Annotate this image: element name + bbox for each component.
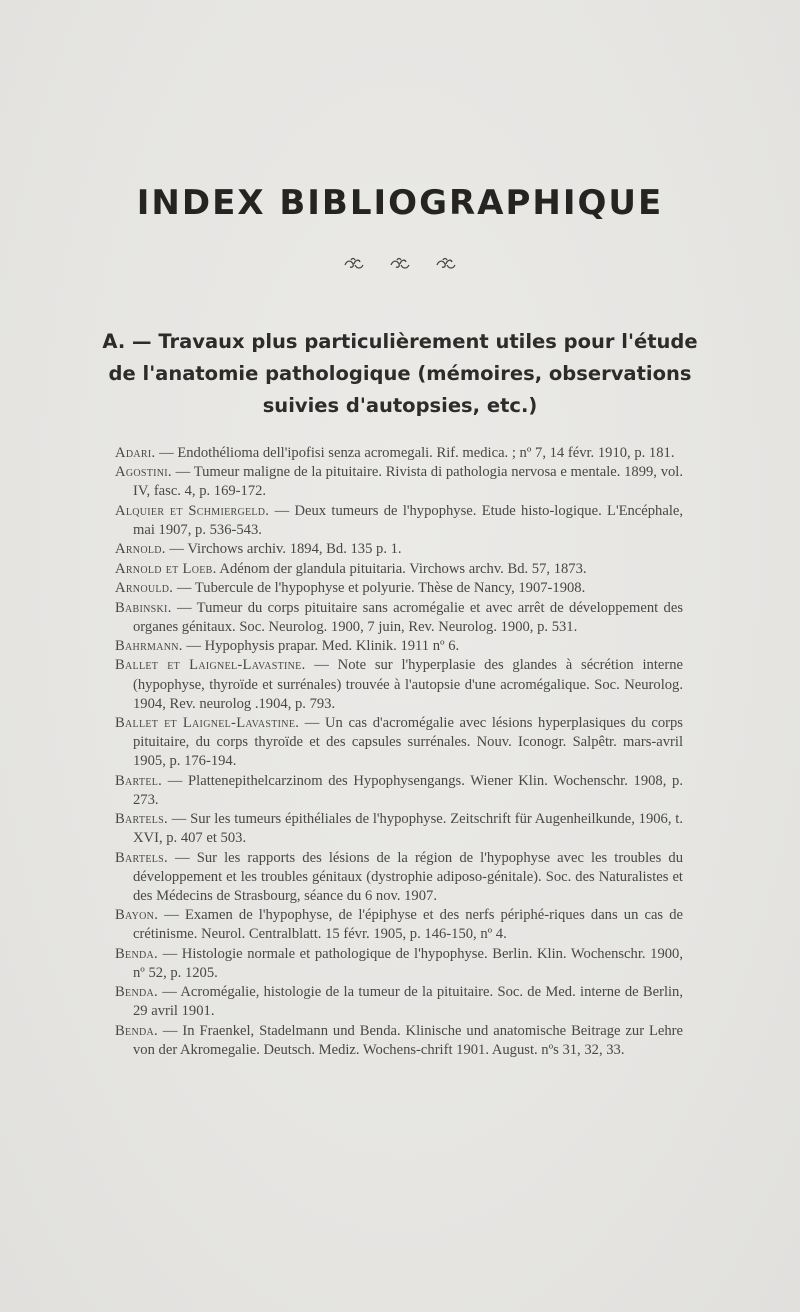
entry-text: — Plattenepithelcarzinom des Hypophysengangs. Wiener Klin. Wochenschr. 1908, p. 273.	[133, 772, 683, 808]
entry-author: Alquier et Schmiergeld.	[115, 502, 270, 519]
bibliography-entry	[115, 945, 683, 983]
entry-text: — Hypophysis prapar. Med. Klinik. 1911 nº 6.	[182, 638, 460, 655]
entry-text: — Deux tumeurs de l'hypophyse. Etude histo-logique. L'Encéphale, mai 1907, p. 536-543.	[133, 502, 683, 538]
entry-text: — Acromégalie, histologie de la tumeur de la pituitaire. Soc. de Med. interne de Berlin, 29 avril 1901.	[133, 984, 683, 1020]
entry-author: Arnould.	[115, 580, 174, 597]
bibliography-entry	[115, 560, 683, 579]
bibliography-entry	[115, 599, 683, 637]
entry-author: Babinski.	[115, 599, 172, 616]
bibliography-entry	[115, 1022, 683, 1060]
section-heading: A. — Travaux plus particulièrement utiles pour l'étude de l'anatomie pathologique (mémoires, observations suivies d'autopsies, etc.)	[102, 330, 698, 417]
entry-author: Benda.	[115, 984, 158, 1001]
bibliography-entry	[115, 579, 683, 598]
entry-author: Ballet et Laignel-Lavastine.	[115, 714, 300, 731]
entry-text: — Sur les rapports des lésions de la région de l'hypophyse avec les troubles du développement et les troubles génitaux (dystrophie adiposo-génitale). Soc. des Naturalistes et des Médecins de Strasbourg, séance du 6 nov. 1907.	[133, 849, 683, 904]
entry-author: Ballet et Laignel-Lavastine.	[115, 657, 306, 674]
entry-author: Bayon.	[115, 907, 159, 924]
entry-author: Agostini.	[115, 464, 172, 481]
index-title: INDEX BIBLIOGRAPHIQUE	[136, 183, 664, 223]
entry-text: — Un cas d'acromégalie avec lésions hyperplasiques du corps pituitaire, du corps thyroïde et des capsules surrénales. Nouv. Iconogr. Salpêtr. mars-avril 1905, p. 176-194.	[133, 714, 683, 770]
entry-text: — Examen de l'hypophyse, de l'épiphyse et des nerfs périphé-riques dans un cas de crétinisme. Neurol. Centralblatt. 15 févr. 1905, p. 146-150, nº 4.	[133, 907, 683, 943]
bibliography-entry	[115, 810, 683, 848]
bibliography-entry	[115, 983, 683, 1021]
bibliography-entry	[115, 540, 683, 559]
entry-text: — Histologie normale et pathologique de l'hypophyse. Berlin. Klin. Wochenschr. 1900, nº 52, p. 1205.	[133, 945, 683, 981]
fleuron-icon	[343, 256, 365, 272]
entry-text: — Tumeur du corps pituitaire sans acromégalie et avec arrêt de développement des organes génitaux. Soc. Neurolog. 1900, 7 juin, Rev. Neurolog. 1900, p. 531.	[133, 599, 683, 635]
entry-text: — Endothélioma dell'ipofisi senza acromegali. Rif. medica. ; nº 7, 14 févr. 1910, p. 181.	[155, 445, 675, 461]
entry-author: Benda.	[115, 1022, 158, 1039]
bibliography-list	[115, 444, 683, 1060]
fleuron-icon	[389, 256, 411, 272]
entry-author: Bartels.	[115, 849, 168, 866]
entry-author: Arnold et Loeb.	[115, 560, 217, 577]
bibliography-entry	[115, 849, 683, 906]
ornament-row	[0, 256, 800, 272]
bibliography-entry	[115, 502, 683, 540]
bibliography-entry	[115, 637, 683, 656]
bibliography-entry	[115, 656, 683, 713]
entry-author: Bahrmann.	[115, 638, 183, 655]
bibliography-entry	[115, 906, 683, 944]
entry-author: Arnold.	[115, 541, 166, 558]
entry-text: — In Fraenkel, Stadelmann und Benda. Klinische und anatomische Beitrage zur Lehre von der Akromegalie. Deutsch. Mediz. Wochens-chrift 1901. August. nºs 31, 32, 33.	[133, 1022, 683, 1058]
entry-text: — Sur les tumeurs épithéliales de l'hypophyse. Zeitschrift für Augenheilkunde, 1906, t. XVI, p. 407 et 503.	[133, 811, 683, 847]
fleuron-icon	[435, 256, 457, 272]
entry-author: Bartels.	[115, 811, 168, 828]
entry-text: — Note sur l'hyperplasie des glandes à sécrétion interne (hypophyse, thyroïde et surrénales) trouvée à l'autopsie d'une acromégalique. Soc. Neurolog. 1904, Rev. neurolog .1904, p. 793.	[133, 657, 683, 712]
entry-text: Adénom der glandula pituitaria. Virchows archv. Bd. 57, 1873.	[216, 560, 587, 577]
bibliography-entry	[115, 714, 683, 771]
entry-text: — Tubercule de l'hypophyse et polyurie. Thèse de Nancy, 1907-1908.	[173, 580, 586, 597]
entry-author: Benda.	[115, 945, 158, 962]
entry-author: Adari.	[115, 445, 156, 461]
bibliography-entry	[115, 444, 683, 463]
bibliography-entry	[115, 463, 683, 501]
entry-author: Bartel.	[115, 772, 163, 789]
bibliography-entry	[115, 772, 683, 810]
entry-text: — Virchows archiv. 1894, Bd. 135 p. 1.	[165, 541, 402, 558]
entry-text: — Tumeur maligne de la pituitaire. Rivista di pathologia nervosa e mentale. 1899, vol. IV, fasc. 4, p. 169-172.	[133, 464, 683, 500]
